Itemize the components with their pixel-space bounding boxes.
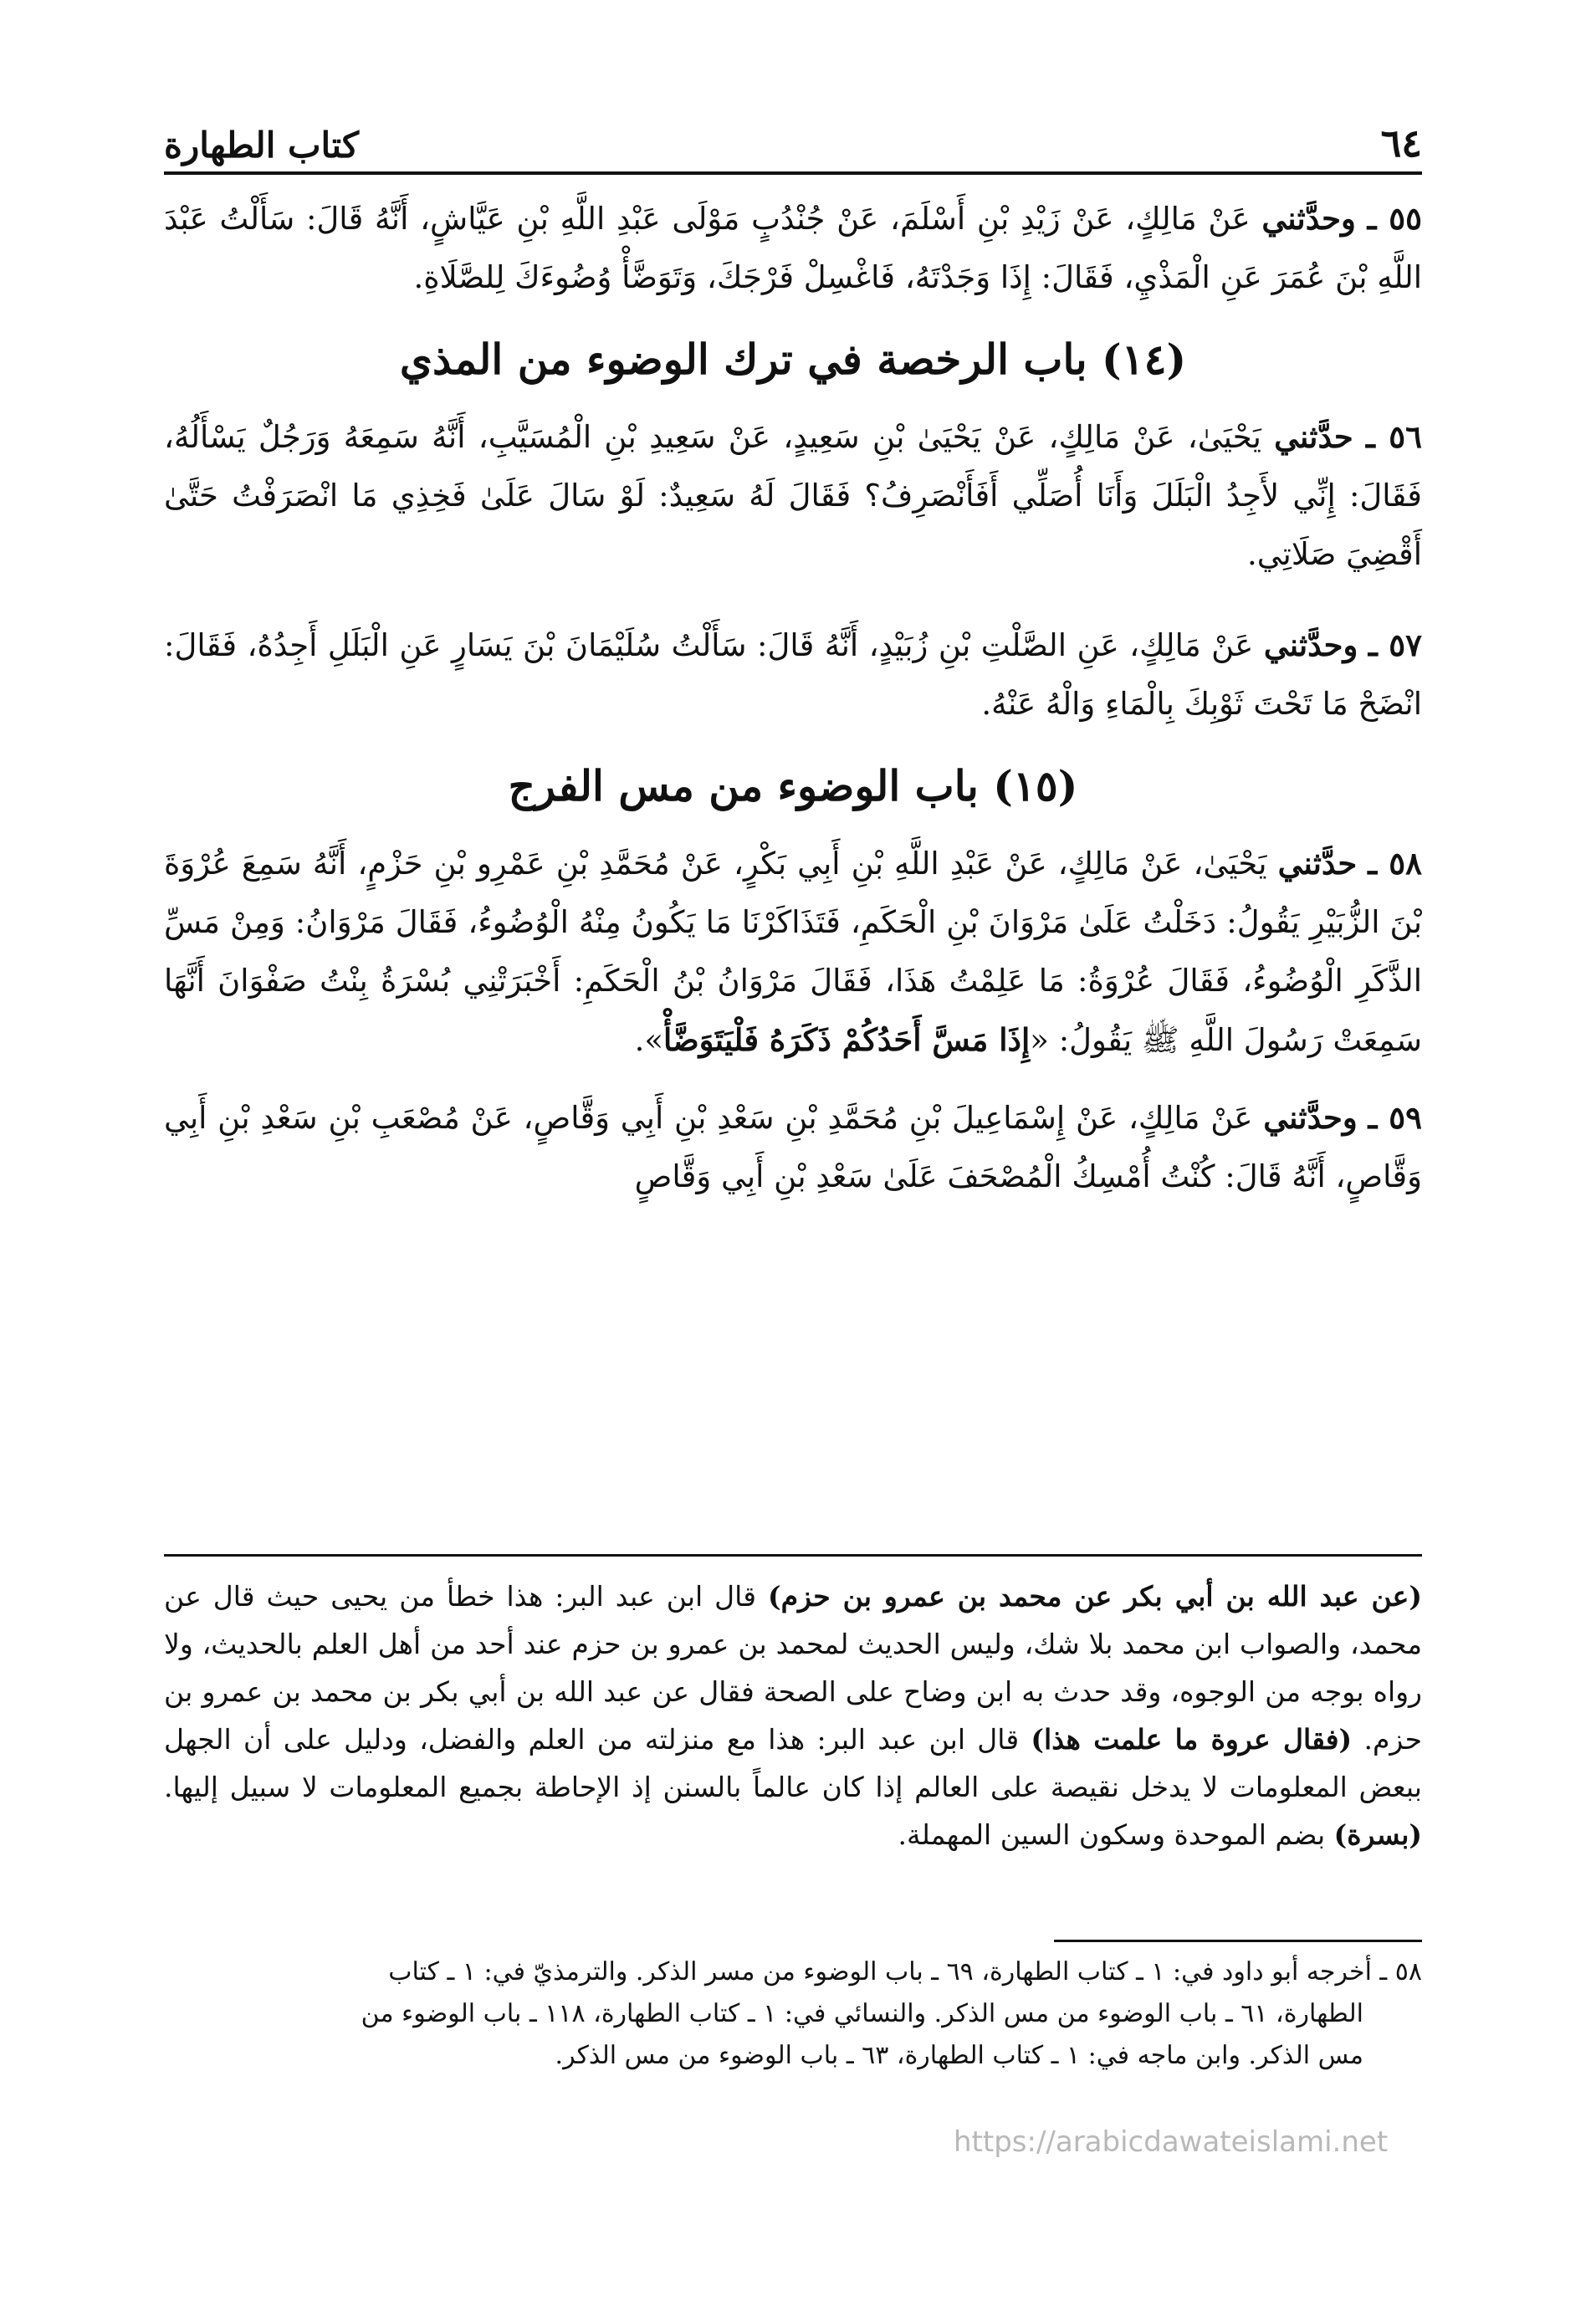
hadith-lead: وحدَّثني [1263,626,1358,663]
takhrij-line: الطهارة، ٦١ ـ باب الوضوء من مس الذكر. والنسائي في: ١ ـ كتاب الطهارة، ١١٨ ـ باب الوضوء من [361,1999,1363,2028]
spacer [164,584,1422,616]
hadith-number: ٥٨ ـ [1368,845,1422,882]
takhrij-line: ٥٨ ـ أخرجه أبو داود في: ١ ـ كتاب الطهارة، ٦٩ ـ باب الوضوء من مسر الذكر. والترمذيّ في: ١ ـ كتاب [388,1957,1422,1986]
hadith-lead: وحدَّثني [1263,1099,1358,1136]
prophetic-quote: إِذَا مَسَّ أَحَدُكُمْ ذَكَرَهُ فَلْيَتَوَضَّأْ [662,1021,1031,1058]
hadith-56 [164,407,1422,584]
commentary-lemma: (بسرة) [1333,1818,1422,1851]
hadith-number: ٥٦ ـ [1366,418,1422,455]
header-divider [164,171,1422,175]
hadith-number: ٥٧ ـ [1368,626,1422,663]
commentary-notes [164,1572,1422,1859]
watermark-url: https://arabicdawateislami.net [954,2125,1389,2159]
hadith-58 [164,834,1422,1070]
commentary-lemma: (عن عبد الله بن أبي بكر عن محمد بن عمرو بن حزم) [767,1580,1422,1613]
hadith-text: يَحْيَىٰ، عَنْ مَالِكٍ، عَنْ عَبْدِ اللَّهِ بْنِ أَبِي بَكْرٍ، عَنْ مُحَمَّدِ بْنِ عَمْرِو بْنِ حَزْمٍ، أَنَّهُ سَمِعَ عُرْوَةَ بْنَ الزُّبَيْرِ يَقُولُ: دَخَلْتُ عَلَىٰ مَرْوَانَ بْنِ الْحَكَمِ، فَتَذَاكَرْنَا مَا يَكُونُ مِنْهُ الْوُضُوءُ، فَقَالَ مَرْوَانُ: وَمِنْ مَسِّ الذَّكَرِ الْوُضُوءُ، فَقَالَ عُرْوَةُ: مَا عَلِمْتُ هَذَا، فَقَالَ مَرْوَانُ بْنُ الْحَكَمِ: أَخْبَرَتْنِي بُسْرَةُ بِنْتُ صَفْوَانَ أَنَّهَا سَمِعَتْ رَسُولَ اللَّهِ ﷺ يَقُولُ: « [164,846,1422,1058]
hadith-lead: حدَّثني [1277,845,1358,882]
commentary-text: بضم الموحدة وسكون السين المهملة. [898,1818,1326,1851]
takhrij-notes [164,1951,1422,2077]
commentary-divider [164,1554,1422,1557]
takhrij-line: مس الذكر. وابن ماجه في: ١ ـ كتاب الطهارة، ٦٣ ـ باب الوضوء من مس الذكر. [555,2041,1363,2070]
hadith-text: عَنْ مَالِكٍ، عَنْ إِسْمَاعِيلَ بْنِ مُحَمَّدِ بْنِ سَعْدِ بْنِ أَبِي وَقَّاصٍ، عَنْ مُصْعَبِ بْنِ سَعْدِ بْنِ أَبِي وَقَّاصٍ، أَنَّهُ قَالَ: كُنْتُ أُمْسِكُ الْمُصْحَفَ عَلَىٰ سَعْدِ بْنِ أَبِي وَقَّاصٍ [164,1100,1422,1194]
hadith-57 [164,616,1422,734]
hadith-text: عَنْ مَالِكٍ، عَنِ الصَّلْتِ بْنِ زُبَيْدٍ، أَنَّهُ قَالَ: سَأَلْتُ سُلَيْمَانَ بْنَ يَسَارٍ عَنِ الْبَلَلِ أَجِدُهُ، فَقَالَ: انْضَحْ مَا تَحْتَ ثَوْبِكَ بِالْمَاءِ وَالْهُ عَنْهُ. [164,627,1422,722]
main-text [164,189,1422,1206]
hadith-number: ٥٥ ـ [1367,200,1422,237]
chapter-heading-15: (١٥) باب الوضوء من مس الفرج [508,761,1078,810]
hadith-59 [164,1088,1422,1206]
hadith-lead: وحدَّثني [1261,200,1356,237]
quote-close: ». [634,1022,663,1058]
spacer [164,1070,1422,1088]
hadith-55 [164,189,1422,307]
hadith-text: يَحْيَىٰ، عَنْ مَالِكٍ، عَنْ يَحْيَىٰ بْنِ سَعِيدٍ، عَنْ سَعِيدِ بْنِ الْمُسَيَّبِ، أَنَّهُ سَمِعَهُ وَرَجُلٌ يَسْأَلُهُ، فَقَالَ: إِنِّي لأَجِدُ الْبَلَلَ وَأَنَا أُصَلِّي أَفَأَنْصَرِفُ؟ فَقَالَ لَهُ سَعِيدٌ: لَوْ سَالَ عَلَىٰ فَخِذِي مَا انْصَرَفْتُ حَتَّىٰ أَقْضِيَ صَلَاتِي. [164,419,1422,572]
page-header [164,99,1422,166]
commentary-lemma: (فقال عروة ما علمت هذا) [1031,1723,1353,1756]
commentary-text: قال ابن عبد البر: هذا خطأ من يحيى حيث قال عن محمد، والصواب ابن محمد بلا شك، وليس الحديث لمحمد بن عمرو بن حزم عند أحد من أهل العلم بالحديث، ولا رواه بوجه من الوجوه، وقد حدث به ابن وضاح على الصحة فقال عن عبد الله بن أبي بكر بن محمد بن عمرو بن حزم. [164,1580,1422,1756]
hadith-lead: حدَّثني [1274,418,1353,455]
page-number: ٦٤ [1380,120,1422,166]
chapter-heading-14: (١٤) باب الرخصة في ترك الوضوء من المذي [399,335,1187,384]
book-title: كتاب الطهارة [164,125,359,166]
hadith-number: ٥٩ ـ [1368,1099,1423,1136]
takhrij-divider [1054,1940,1422,1942]
hadith-text: عَنْ مَالِكٍ، عَنْ زَيْدِ بْنِ أَسْلَمَ، عَنْ جُنْدُبٍ مَوْلَى عَبْدِ اللَّهِ بْنِ عَيَّاشٍ، أَنَّهُ قَالَ: سَأَلْتُ عَبْدَ اللَّهِ بْنَ عُمَرَ عَنِ الْمَذْيِ، فَقَالَ: إِذَا وَجَدْتَهُ، فَاغْسِلْ فَرْجَكَ، وَتَوَضَّأْ وُضُوءَكَ لِلصَّلَاةِ. [164,201,1422,295]
commentary-text: قال ابن عبد البر: هذا مع منزلته من العلم والفضل، ودليل على أن الجهل ببعض المعلومات لا يدخل نقيصة على العالم إذا كان عالماً بالسنن إذ الإحاطة بجميع المعلومات لا سبيل إليها. [164,1723,1422,1803]
